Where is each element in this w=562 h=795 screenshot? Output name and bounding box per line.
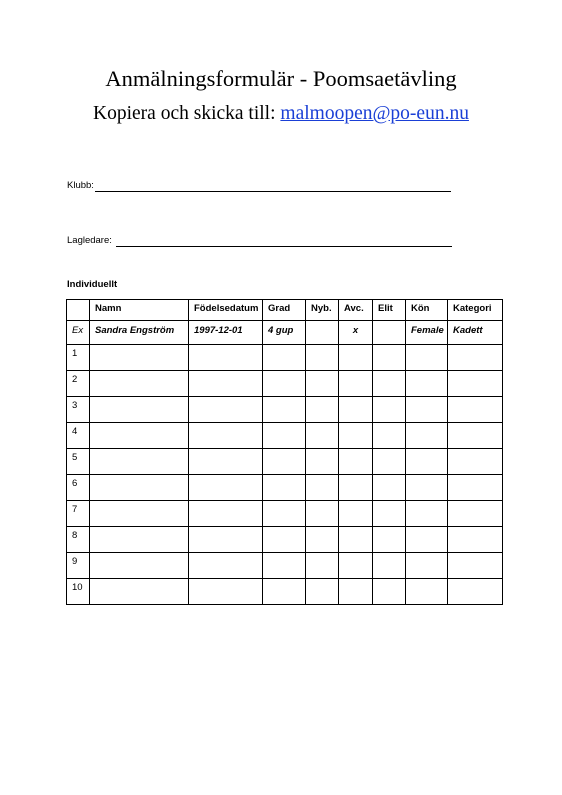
cell-category[interactable] <box>448 423 503 449</box>
table-row <box>67 527 503 553</box>
cell-elit[interactable] <box>373 371 406 397</box>
cell-nyb[interactable] <box>306 449 339 475</box>
col-header-gender: Kön <box>406 300 448 321</box>
cell-category[interactable] <box>448 371 503 397</box>
cell-elit[interactable] <box>373 501 406 527</box>
example-name: Sandra Engström <box>90 321 189 345</box>
row-number: 4 <box>67 423 90 449</box>
cell-nyb[interactable] <box>306 423 339 449</box>
leader-input-line[interactable] <box>116 236 452 247</box>
cell-elit[interactable] <box>373 553 406 579</box>
cell-nyb[interactable] <box>306 579 339 605</box>
col-header-elit: Elit <box>373 300 406 321</box>
cell-gender[interactable] <box>406 397 448 423</box>
example-gender: Female <box>406 321 448 345</box>
cell-grade[interactable] <box>263 371 306 397</box>
cell-birthdate[interactable] <box>189 345 263 371</box>
cell-avc[interactable] <box>339 371 373 397</box>
cell-avc[interactable] <box>339 397 373 423</box>
cell-gender[interactable] <box>406 527 448 553</box>
cell-category[interactable] <box>448 345 503 371</box>
cell-grade[interactable] <box>263 397 306 423</box>
cell-gender[interactable] <box>406 371 448 397</box>
cell-grade[interactable] <box>263 527 306 553</box>
cell-elit[interactable] <box>373 423 406 449</box>
cell-name[interactable] <box>90 345 189 371</box>
cell-birthdate[interactable] <box>189 527 263 553</box>
cell-grade[interactable] <box>263 553 306 579</box>
cell-birthdate[interactable] <box>189 475 263 501</box>
cell-name[interactable] <box>90 371 189 397</box>
cell-grade[interactable] <box>263 475 306 501</box>
cell-category[interactable] <box>448 527 503 553</box>
cell-nyb[interactable] <box>306 475 339 501</box>
row-number: 8 <box>67 527 90 553</box>
table-header-row <box>67 300 503 321</box>
leader-field <box>67 235 452 247</box>
cell-grade[interactable] <box>263 345 306 371</box>
cell-nyb[interactable] <box>306 345 339 371</box>
cell-category[interactable] <box>448 553 503 579</box>
cell-name[interactable] <box>90 423 189 449</box>
example-nyb <box>306 321 339 345</box>
cell-grade[interactable] <box>263 579 306 605</box>
cell-elit[interactable] <box>373 527 406 553</box>
leader-label: Lagledare: <box>67 235 115 246</box>
cell-birthdate[interactable] <box>189 423 263 449</box>
cell-name[interactable] <box>90 449 189 475</box>
example-grade: 4 gup <box>263 321 306 345</box>
col-header-grade: Grad <box>263 300 306 321</box>
cell-avc[interactable] <box>339 423 373 449</box>
col-header-avc: Avc. <box>339 300 373 321</box>
cell-elit[interactable] <box>373 475 406 501</box>
cell-avc[interactable] <box>339 553 373 579</box>
cell-avc[interactable] <box>339 579 373 605</box>
cell-name[interactable] <box>90 501 189 527</box>
row-number: 3 <box>67 397 90 423</box>
subtitle-prefix: Kopiera och skicka till: <box>93 103 281 124</box>
cell-category[interactable] <box>448 579 503 605</box>
cell-birthdate[interactable] <box>189 501 263 527</box>
table-row <box>67 397 503 423</box>
cell-avc[interactable] <box>339 501 373 527</box>
row-number: 1 <box>67 345 90 371</box>
example-birthdate: 1997-12-01 <box>189 321 263 345</box>
cell-gender[interactable] <box>406 501 448 527</box>
section-title-individual: Individuellt <box>67 279 118 290</box>
cell-category[interactable] <box>448 397 503 423</box>
cell-nyb[interactable] <box>306 527 339 553</box>
table-row <box>67 449 503 475</box>
cell-elit[interactable] <box>373 449 406 475</box>
cell-avc[interactable] <box>339 345 373 371</box>
cell-gender[interactable] <box>406 553 448 579</box>
row-number: 6 <box>67 475 90 501</box>
col-header-name: Namn <box>90 300 189 321</box>
table-row <box>67 475 503 501</box>
cell-name[interactable] <box>90 397 189 423</box>
cell-nyb[interactable] <box>306 553 339 579</box>
club-label: Klubb: <box>67 180 94 191</box>
cell-birthdate[interactable] <box>189 371 263 397</box>
table-row <box>67 371 503 397</box>
cell-name[interactable] <box>90 553 189 579</box>
cell-name[interactable] <box>90 527 189 553</box>
table-row <box>67 579 503 605</box>
table-row <box>67 423 503 449</box>
col-header-birthdate: Födelsedatum <box>189 300 263 321</box>
cell-category[interactable] <box>448 449 503 475</box>
cell-birthdate[interactable] <box>189 553 263 579</box>
cell-name[interactable] <box>90 579 189 605</box>
col-header-nyb: Nyb. <box>306 300 339 321</box>
cell-grade[interactable] <box>263 423 306 449</box>
cell-nyb[interactable] <box>306 397 339 423</box>
row-number: 2 <box>67 371 90 397</box>
table-row <box>67 501 503 527</box>
row-number: 10 <box>67 579 90 605</box>
cell-category[interactable] <box>448 475 503 501</box>
cell-elit[interactable] <box>373 579 406 605</box>
cell-avc[interactable] <box>339 475 373 501</box>
form-title: Anmälningsformulär - Poomsaetävling <box>105 66 457 91</box>
cell-grade[interactable] <box>263 449 306 475</box>
example-avc: x <box>339 321 373 345</box>
cell-nyb[interactable] <box>306 501 339 527</box>
cell-category[interactable] <box>448 501 503 527</box>
cell-elit[interactable] <box>373 397 406 423</box>
cell-birthdate[interactable] <box>189 579 263 605</box>
form-subtitle <box>0 102 562 126</box>
cell-birthdate[interactable] <box>189 397 263 423</box>
cell-elit[interactable] <box>373 345 406 371</box>
example-category: Kadett <box>448 321 503 345</box>
club-input-line[interactable] <box>95 181 451 192</box>
row-number: 7 <box>67 501 90 527</box>
col-header-category: Kategori <box>448 300 503 321</box>
cell-gender[interactable] <box>406 345 448 371</box>
row-number: 9 <box>67 553 90 579</box>
example-row <box>67 321 503 345</box>
cell-avc[interactable] <box>339 527 373 553</box>
table-row <box>67 553 503 579</box>
cell-avc[interactable] <box>339 449 373 475</box>
club-field <box>67 180 451 192</box>
table-row <box>67 345 503 371</box>
cell-gender[interactable] <box>406 449 448 475</box>
cell-birthdate[interactable] <box>189 449 263 475</box>
cell-gender[interactable] <box>406 579 448 605</box>
cell-grade[interactable] <box>263 501 306 527</box>
registration-table <box>66 299 503 605</box>
email-link[interactable]: malmoopen@po-eun.nu <box>280 103 469 124</box>
cell-nyb[interactable] <box>306 371 339 397</box>
col-header-number <box>67 300 90 321</box>
row-number: 5 <box>67 449 90 475</box>
example-elit <box>373 321 406 345</box>
example-label: Ex <box>67 321 90 345</box>
cell-gender[interactable] <box>406 475 448 501</box>
cell-gender[interactable] <box>406 423 448 449</box>
cell-name[interactable] <box>90 475 189 501</box>
